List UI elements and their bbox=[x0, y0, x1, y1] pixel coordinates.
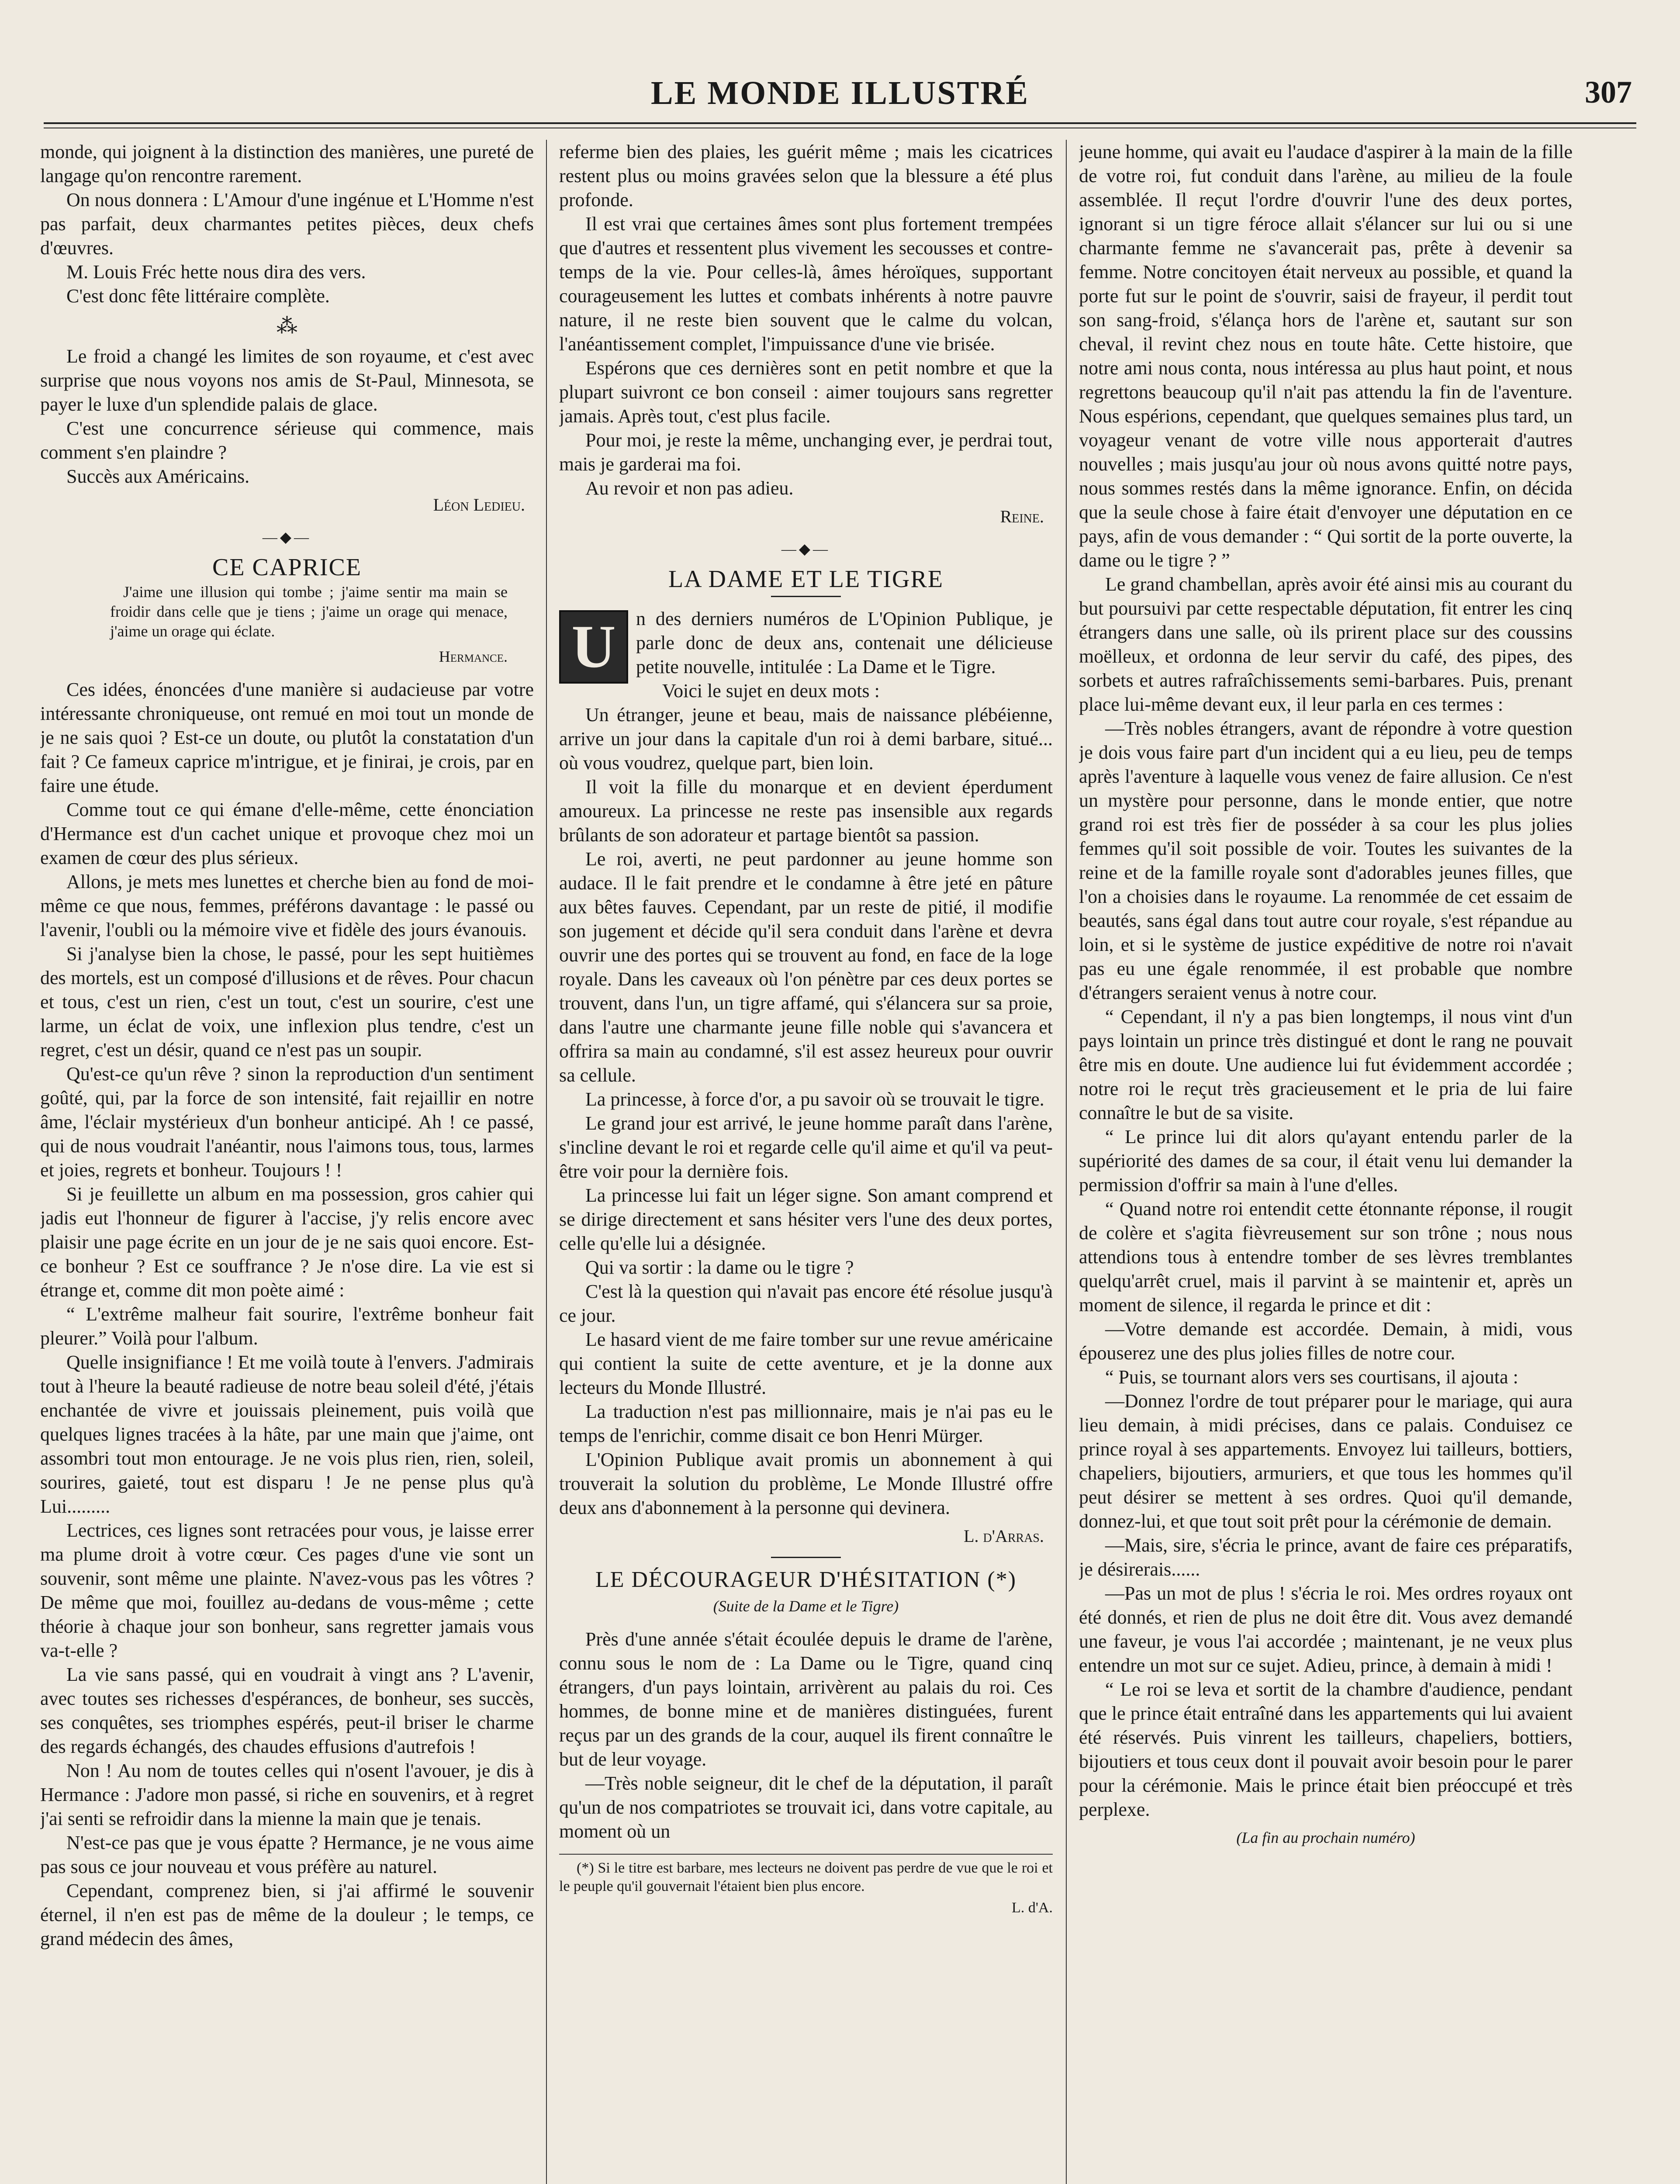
paragraph: La princesse, à force d'or, a pu savoir où se trouvait le tigre. bbox=[585, 1089, 1044, 1110]
section-separator: ⁂ bbox=[277, 314, 297, 338]
column-divider bbox=[546, 140, 547, 2184]
paragraph: Ces idées, énoncées d'une manière si audacieuse par votre intéressante chroniqueuse, ont remué en moi tout un monde de je ne sais quoi ? Est-ce un doute, ou plutôt la constatation d'un fait ? Ce fameux caprice m'intrigue, et je finirai, je crois, par en faire une étude. bbox=[40, 679, 534, 796]
header-rule bbox=[44, 122, 1636, 124]
column-3 bbox=[1079, 140, 1573, 2184]
paragraph: C'est une concurrence sérieuse qui commence, mais comment s'en plaindre ? bbox=[40, 418, 534, 463]
paragraph: Si je feuillette un album en ma possession, gros cahier qui jadis eut l'honneur de figurer à l'accise, j'y relis encore avec plaisir une page écrite en un jour de je ne sais quoi encore. Est-ce bonheur ? Est ce souffrance ? Je n'ose dire. La vie est si étrange et, comme dit mon poète aimé : bbox=[40, 1183, 534, 1301]
paragraph: N'est-ce pas que je vous épatte ? Hermance, je ne vous aime pas sous ce jour nouveau et vous préfère au naturel. bbox=[40, 1832, 534, 1877]
paragraph: n des derniers numéros de L'Opinion Publique, je parle donc de deux ans, contenait une délicieuse petite nouvelle, intitulée : La Dame et le Tigre. bbox=[636, 608, 1053, 677]
paragraph: Qu'est-ce qu'un rêve ? sinon la reproduction d'un sentiment goûté, qui, par la force de son intensité, fait rejaillir en notre âme, l'éclair mystérieux d'un bonheur anticipé. Ah ! ce passé, qui de nous voudrait l'anéantir, nous l'aimons tous, tous, larmes et joies, regrets et bonheur. Toujours ! ! bbox=[40, 1063, 534, 1181]
author-signature: Reine. bbox=[1000, 507, 1044, 526]
section-rule bbox=[771, 1557, 841, 1558]
newspaper-title: LE MONDE ILLUSTRÉ bbox=[650, 75, 1030, 111]
author-signature: L. d'Arras. bbox=[964, 1526, 1044, 1546]
paragraph: Le froid a changé les limites de son royaume, et c'est avec surprise que nous voyons nos amis de St-Paul, Minnesota, se payer le luxe d'un splendide palais de glace. bbox=[40, 346, 534, 415]
paragraph: Le roi, averti, ne peut pardonner au jeune homme son audace. Il le fait prendre et le condamne à être jeté en pâture aux bêtes fauves. Cependant, par un reste de pitié, il modifie son jugement et décide qu'il sera conduit dans l'arène et devra ouvrir une des portes qui se trouvent au fond, en face de la loge royale. Dans les caveaux où l'on pénètre par ces deux portes se trouvent, dans l'un, un tigre affamé, qui s'élancera sur sa proie, dans l'autre une charmante jeune fille noble qui s'avancera et offrira sa main au condamné, s'il est assez heureux pour ouvrir sa cellule. bbox=[559, 848, 1053, 1086]
article-subtitle: (Suite de la Dame et le Tigre) bbox=[713, 1597, 899, 1615]
paragraph: —Très noble seigneur, dit le chef de la députation, il paraît qu'un de nos compatriotes se trouvait ici, dans votre capitale, au moment où un bbox=[559, 1773, 1053, 1842]
paragraph: Cependant, comprenez bien, si j'ai affirmé le souvenir éternel, il n'en est pas de même de la douleur ; le temps, ce grand médecin des âmes, bbox=[40, 1880, 534, 1949]
masthead bbox=[44, 66, 1636, 118]
paragraph: Pour moi, je reste la même, unchanging ever, je perdrai tout, mais je garderai ma foi. bbox=[559, 429, 1053, 475]
paragraph: Il est vrai que certaines âmes sont plus fortement trempées que d'autres et ressentent plus vivement les secousses et contre-temps de la vie. Pour celles-là, âmes héroïques, supportant courageusement les luttes et combats inhérents à notre pauvre nature, il ne reste bien souvent que le calme du volcan, l'anéantissement complet, l'impuissance d'une vie brisée. bbox=[559, 213, 1053, 355]
paragraph: —Mais, sire, s'écria le prince, avant de faire ces préparatifs, je désirerais...... bbox=[1079, 1534, 1573, 1580]
paragraph: Lectrices, ces lignes sont retracées pour vous, je laisse errer ma plume droit à votre cœur. Ces pages d'une vie sont un souvenir, sont même une plainte. N'avez-vous pas les vôtres ? De même que moi, fouillez au-dedans de vous-même ; cette théorie à chaque jour son bonheur, sans regretter jamais vous va-t-elle ? bbox=[40, 1520, 534, 1661]
paragraph: Non ! Au nom de toutes celles qui n'osent l'avouer, je dis à Hermance : J'adore mon passé, si riche en souvenirs, et à regret j'ai senti se refroidir dans la mienne la main que je tenais. bbox=[40, 1760, 534, 1829]
ornament-divider: —◆— bbox=[262, 529, 312, 546]
paragraph: Près d'une année s'était écoulée depuis le drame de l'arène, connu sous le nom de : La Dame ou le Tigre, quand cinq étrangers, d'un pays lointain, arrivèrent au palais du roi. Ces hommes, de bonne mine et de manières distinguées, furent reçus par un des grands de la cour, auquel ils firent connaître le but de leur voyage. bbox=[559, 1628, 1053, 1770]
paragraph: Si j'analyse bien la chose, le passé, pour les sept huitièmes des mortels, est un composé d'illusions et de rêves. Pour chacun et tous, c'est un rien, c'est un tout, c'est un sourire, c'est une larme, un éclat de voix, une inflexion plus tendre, c'est un regret, c'est un désir, quand ce n'est pas un soupir. bbox=[40, 943, 534, 1061]
epigraph: J'aime une illusion qui tombe ; j'aime sentir ma main se froidir dans celle que je tiens ; j'aime un orage qui menace, j'aime un orage qui éclate. bbox=[110, 583, 508, 640]
footnote-rule bbox=[559, 1854, 1053, 1855]
paragraph: Le grand jour est arrivé, le jeune homme paraît dans l'arène, s'incline devant le roi et regarde celle qu'il aime et qu'il va peut-être voir pour la dernière fois. bbox=[559, 1113, 1053, 1182]
paragraph: La vie sans passé, qui en voudrait à vingt ans ? L'avenir, avec toutes ses richesses d'espérances, de bonheur, ses succès, ses conquêtes, ses triomphes espérés, peut-il briser le charme des regards échangés, des chaudes effusions d'autrefois ! bbox=[40, 1664, 534, 1757]
article-title: CE CAPRICE bbox=[212, 554, 362, 581]
paragraph: “ Le roi se leva et sortit de la chambre d'audience, pendant que le prince était entraîné dans les appartements qui lui avaient été réservés. Puis vinrent les tailleurs, chapeliers, bottiers, bijoutiers et tous ceux dont il pouvait avoir besoin pour le parer pour la cérémonie. Mais le prince était bien préoccupé et très perplexe. bbox=[1079, 1679, 1573, 1820]
page-number: 307 bbox=[1585, 75, 1632, 110]
paragraph: Il voit la fille du monarque et en devient éperdument amoureux. La princesse ne reste pas insensible aux regards brûlants de son adorateur et partage bientôt sa passion. bbox=[559, 776, 1053, 846]
paragraph: On nous donnera : L'Amour d'une ingénue et L'Homme n'est pas parfait, deux charmantes petites pièces, deux chefs d'œuvres. bbox=[40, 189, 534, 259]
paragraph: La traduction n'est pas millionnaire, mais je n'ai pas eu le temps de l'enrichir, comme disait ce bon Henri Mürger. bbox=[559, 1401, 1053, 1446]
paragraph: Au revoir et non pas adieu. bbox=[585, 477, 794, 499]
paragraph: “ L'extrême malheur fait sourire, l'extrême bonheur fait pleurer.” Voilà pour l'album. bbox=[40, 1303, 534, 1349]
paragraph: Succès aux Américains. bbox=[66, 466, 250, 487]
paragraph: monde, qui joignent à la distinction des manières, une pureté de langage qu'on rencontre rarement. bbox=[40, 141, 534, 187]
paragraph: Le grand chambellan, après avoir été ainsi mis au courant du but poursuivi par cette respectable députation, fit entrer les cinq étrangers dans une salle, où ils prirent place sur des coussins moëlleux, et ordonna de leur servir du café, des pipes, des sorbets et autres rafraîchissements semi-barbares. Puis, prenant place lui-même devant eux, il leur parla en ces termes : bbox=[1079, 574, 1573, 715]
paragraph: Qui va sortir : la dame ou le tigre ? bbox=[585, 1257, 854, 1278]
paragraph: Un étranger, jeune et beau, mais de naissance plébéienne, arrive un jour dans la capitale d'un roi à demi barbare, situé... où vous voudrez, quelque part, bien loin. bbox=[559, 704, 1053, 774]
title-rule bbox=[771, 596, 841, 597]
column-1 bbox=[40, 140, 534, 2184]
drop-cap: U bbox=[559, 610, 628, 684]
paragraph: M. Louis Fréc hette nous dira des vers. bbox=[66, 261, 366, 283]
paragraph: —Votre demande est accordée. Demain, à midi, vous épouserez une des plus jolies filles de notre cour. bbox=[1079, 1318, 1573, 1364]
paragraph: jeune homme, qui avait eu l'audace d'aspirer à la main de la fille de votre roi, fut conduit dans l'arène, au milieu de la foule assemblée. Il reçut l'ordre d'ouvrir l'une des deux portes, ignorant si un tigre féroce allait s'élancer sur lui ou si une charmante femme ne s'avancerait pas, prête à devenir sa femme. Notre concitoyen était nerveux au possible, et quand la porte fut sur le point de s'ouvrir, saisi de frayeur, il perdit tout son sang-froid, s'élança hors de l'arène et, sautant sur son cheval, il revint chez nous en toute hâte. Cette histoire, que notre ami nous conta, nous intéressa au plus haut point, et nous regrettons beaucoup qu'il n'ait pas attendu la fin de l'aventure. Nous espérions, cependant, que quelques semaines plus tard, un voyageur venant de votre ville nous apporterait d'autres nouvelles ; mais jusqu'au jour où nous avons quitté notre pays, nous sommes restés dans la même ignorance. Enfin, on décida que la seule chose à faire était d'envoyer une députation en ce pays, afin de vous demander : “ Qui sortit de la porte ouverte, la dame ou le tigre ? ” bbox=[1079, 141, 1573, 571]
paragraph: “ Quand notre roi entendit cette étonnante réponse, il rougit de colère et s'agita fièvreusement sur son trône ; nous nous attendions tous à entendre tomber de ses lèvres tremblantes quelqu'arrêt cruel, mais il parvint à se maintenir et, après un moment de silence, il regarda le prince et dit : bbox=[1079, 1198, 1573, 1316]
paragraph: “ Puis, se tournant alors vers ses courtisans, il ajouta : bbox=[1105, 1366, 1518, 1388]
paragraph: Espérons que ces dernières sont en petit nombre et que la plupart suivront ce bon conseil : aimer toujours sans regretter jamais. Après tout, c'est plus facile. bbox=[559, 357, 1053, 427]
paragraph: Voici le sujet en deux mots : bbox=[662, 680, 880, 702]
paragraph: C'est là la question qui n'avait pas encore été résolue jusqu'à ce jour. bbox=[559, 1281, 1053, 1326]
column-2 bbox=[559, 140, 1053, 2184]
paragraph: “ Cependant, il n'y a pas bien longtemps, il nous vint d'un pays lointain un prince très distingué et dont le rang ne pouvait être mis en doute. Une audience lui fut évidemment accordée ; notre roi le reçut très gracieusement et le pria de lui faire connaître le but de sa visite. bbox=[1079, 1006, 1573, 1123]
footnote: (*) Si le titre est barbare, mes lecteurs ne doivent pas perdre de vue que le roi et le peuple qu'il gouvernait l'étaient bien plus encore. bbox=[559, 1860, 1053, 1894]
column-divider bbox=[1066, 140, 1067, 2184]
footnote-signature: L. d'A. bbox=[1012, 1900, 1053, 1916]
ornament-divider: —◆— bbox=[781, 541, 831, 557]
paragraph: —Très nobles étrangers, avant de répondre à votre question je dois vous faire part d'un incident qui a eu lieu, peu de temps après l'aventure à laquelle vous venez de faire allusion. Ce n'est un mystère pour personne, dans le monde entier, que notre grand roi est très fier de posséder à sa cour les plus jolies femmes qu'il soit possible de voir. Toutes les suivantes de la reine et de la famille royale sont d'adorables jeunes filles, que l'on a choisies dans le royaume. La renommée de cet essaim de beautés, sans égal dans tout autre cour royale, s'est répandue au loin, et si le système de justice expéditive de notre roi n'avait pas eu une égale renommée, il est probable que nombre d'étrangers seraient venus à notre cour. bbox=[1079, 718, 1573, 1003]
paragraph: C'est donc fête littéraire complète. bbox=[66, 285, 330, 307]
paragraph: La princesse lui fait un léger signe. Son amant comprend et se dirige directement et sans hésiter vers l'une des deux portes, celle qu'elle lui a désignée. bbox=[559, 1185, 1053, 1254]
article-title: LE DÉCOURAGEUR D'HÉSITATION (*) bbox=[595, 1567, 1017, 1592]
continued-note: (La fin au prochain numéro) bbox=[1236, 1829, 1415, 1846]
paragraph: Allons, je mets mes lunettes et cherche bien au fond de moi-même ce que nous, femmes, préférons davantage : le passé ou l'avenir, l'oubli ou la mémoire vive et fidèle des jours évanouis. bbox=[40, 871, 534, 940]
paragraph: Comme tout ce qui émane d'elle-même, cette énonciation d'Hermance est d'un cachet unique et provoque chez moi un examen de cœur des plus sérieux. bbox=[40, 799, 534, 868]
paragraph: Quelle insignifiance ! Et me voilà toute à l'envers. J'admirais tout à l'heure la beauté radieuse de notre beau soleil d'été, j'étais enchantée de vivre et jouissais pleinement, puis voilà que quelques lignes tracées à la hâte, par une main que j'aime, ont assombri tout mon entourage. Je ne vois plus rien, rien, soleil, sourires, gaieté, tout est disparu ! Je ne pense plus qu'à Lui......... bbox=[40, 1351, 534, 1517]
epigraph-signature: Hermance. bbox=[439, 648, 508, 665]
paragraph: L'Opinion Publique avait promis un abonnement à qui trouverait la solution du problème, Le Monde Illustré offre deux ans d'abonnement à la personne qui devinera. bbox=[559, 1449, 1053, 1518]
paragraph: referme bien des plaies, les guérit même ; mais les cicatrices restent plus ou moins gravées selon que la blessure a été plus profonde. bbox=[559, 141, 1053, 211]
author-signature: Léon Ledieu. bbox=[433, 495, 525, 515]
paragraph: Le hasard vient de me faire tomber sur une revue américaine qui contient la suite de cette aventure, et je la donne aux lecteurs du Monde Illustré. bbox=[559, 1329, 1053, 1398]
article-title: LA DAME ET LE TIGRE bbox=[668, 566, 944, 593]
paragraph: “ Le prince lui dit alors qu'ayant entendu parler de la supériorité des dames de sa cour, il était venu lui demander la permission d'offrir sa main à l'une d'elles. bbox=[1079, 1126, 1573, 1196]
paragraph: —Pas un mot de plus ! s'écria le roi. Mes ordres royaux ont été donnés, et rien de plus ne doit être dit. Vous avez demandé une faveur, je vous l'ai accordée ; maintenant, je ne veux plus entendre un mot sur ce sujet. Adieu, prince, à demain à midi ! bbox=[1079, 1583, 1573, 1676]
paragraph: —Donnez l'ordre de tout préparer pour le mariage, qui aura lieu demain, à midi précises, dans ce palais. Conduisez ce prince royal à ses appartements. Envoyez lui tailleurs, bottiers, chapeliers, bijoutiers, armuriers, et que tous les hommes qu'il peut désirer se mettent à ses ordres. Quoi qu'il demande, donnez-lui, et que tout soit prêt pour la cérémonie de demain. bbox=[1079, 1390, 1573, 1532]
